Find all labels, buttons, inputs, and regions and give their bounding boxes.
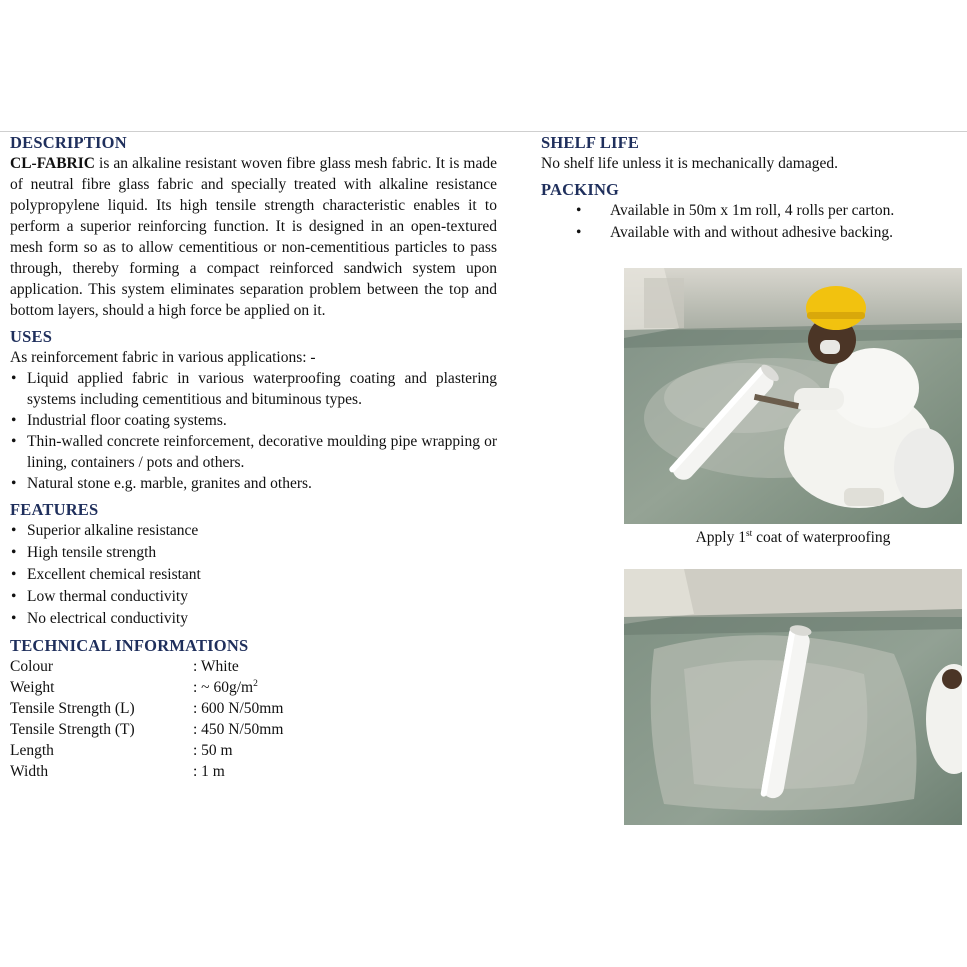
description-body: is an alkaline resistant woven fibre glass mesh fabric. It is made of neutral fibre glass fabric and specially treated with alkaline resistance polypropylene liquid. Its high tensile strength characteristic enables it to perform a superior reinforcing function. It is designed in an open-textured mesh form so as to allow cementitious or non-cementitious particles to pass through, thereby forming a compact reinforced sandwich system upon application. This system eliminates separation problem between the top and bottom layers, should a high force be applied on it. [10,155,497,319]
list-item: • Natural stone e.g. marble, granites and others. [10,473,497,494]
uses-list [10,368,497,494]
technical-heading: TECHNICAL INFORMATIONS [10,636,249,655]
description-text [10,153,497,321]
fabric-roll-photo [624,569,962,825]
left-column [10,133,497,782]
packing-section [541,180,961,244]
shelf-life-heading: SHELF LIFE [541,133,640,152]
spec-label: Tensile Strength (L) [10,700,135,717]
table-row [10,761,497,782]
list-item: • Industrial floor coating systems. [10,410,497,431]
list-item: • Available in 50m x 1m roll, 4 rolls per carton. [541,200,961,222]
worker-applying-photo [624,268,962,524]
photo-roll-image [624,569,962,825]
spec-value-text: : ~ 60g/m [193,679,254,696]
spec-value: : 50 m [193,742,233,759]
table-row [10,698,497,719]
features-heading: FEATURES [10,500,99,519]
description-heading: DESCRIPTION [10,133,127,152]
spec-label: Colour [10,658,54,675]
packing-list [541,200,961,244]
spec-value: : 1 m [193,763,225,780]
spec-label: Length [10,742,54,759]
list-item: • High tensile strength [10,542,497,564]
caption-text-end: coat of waterproofing [752,529,891,546]
features-list [10,520,497,630]
list-item: • Low thermal conductivity [10,586,497,608]
spec-label: Tensile Strength (T) [10,721,135,738]
description-section [10,133,497,321]
shelf-life-text: No shelf life unless it is mechanically damaged. [541,155,838,172]
photo-caption [624,527,962,548]
caption-text: Apply 1 [695,529,746,546]
photo-worker-image [624,268,962,524]
list-item: • Excellent chemical resistant [10,564,497,586]
list-item: • Thin-walled concrete reinforcement, decorative moulding pipe wrapping or lining, containers / pots and others. [10,431,497,473]
top-divider [0,131,967,132]
technical-table [10,656,497,782]
brand-name: CL-FABRIC [10,155,95,172]
spec-value-sup: 2 [253,678,258,689]
spec-value: : 600 N/50mm [193,700,284,717]
packing-heading: PACKING [541,180,620,199]
right-column [541,133,961,244]
table-row [10,656,497,677]
uses-heading: USES [10,327,53,346]
list-item: • Available with and without adhesive backing. [541,222,961,244]
features-section [10,500,497,630]
shelf-life-section [541,133,961,174]
caption-sup: st [745,528,753,539]
list-item: • Superior alkaline resistance [10,520,497,542]
spec-value: : White [193,658,239,675]
uses-section [10,327,497,494]
spec-value: : 450 N/50mm [193,721,284,738]
spec-label: Weight [10,679,55,696]
table-row [10,740,497,761]
table-row [10,677,497,698]
table-row [10,719,497,740]
spec-label: Width [10,763,49,780]
list-item: • No electrical conductivity [10,608,497,630]
spec-value [193,677,258,698]
technical-section [10,636,497,782]
uses-intro: As reinforcement fabric in various applications: - [10,349,316,366]
list-item: • Liquid applied fabric in various waterproofing coating and plastering systems including cementitious and bituminous types. [10,368,497,410]
